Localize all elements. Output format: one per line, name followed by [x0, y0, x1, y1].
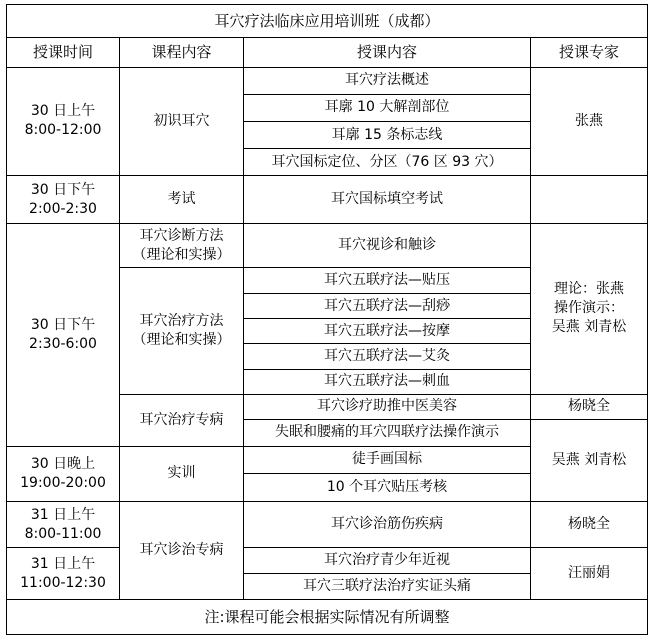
time-range: 11:00-12:30 — [20, 574, 106, 591]
topic-cell: 耳穴五联疗法—刺血 — [244, 369, 531, 394]
topic-cell: 耳穴三联疗法治疗实证头痛 — [244, 574, 531, 600]
topic-cell: 耳穴五联疗法—贴压 — [244, 268, 531, 294]
course-cell: 实训 — [120, 446, 244, 501]
topic-cell: 耳穴五联疗法—艾灸 — [244, 344, 531, 369]
topic-cell: 耳穴诊治筋伤疾病 — [244, 502, 531, 548]
topic-cell: 10 个耳穴贴压考核 — [244, 473, 531, 501]
time-cell — [7, 224, 120, 446]
header-row — [7, 38, 648, 67]
time-range: 8:00-11:00 — [24, 525, 102, 542]
expert-cell: 杨晓全 — [531, 502, 648, 548]
expert-line: 理论：张燕 — [554, 281, 624, 298]
schedule-table — [6, 4, 648, 635]
table-row — [7, 224, 648, 268]
expert-cell: 汪丽娟 — [531, 548, 648, 600]
expert-cell: 张燕 — [531, 67, 648, 176]
time-day: 30 日上午 — [30, 103, 96, 120]
course-cell: 耳穴诊治专病 — [120, 502, 244, 600]
expert-cell: 吴燕 刘青松 — [531, 419, 648, 502]
time-day: 31 日上午 — [30, 506, 96, 523]
header-topic: 授课内容 — [244, 38, 531, 67]
time-range: 19:00-20:00 — [20, 474, 106, 491]
header-course: 课程内容 — [120, 38, 244, 67]
course-name: 耳穴治疗方法 — [139, 312, 224, 329]
time-range: 2:30-6:00 — [29, 336, 97, 353]
topic-cell: 耳穴国标填空考试 — [244, 176, 531, 224]
course-cell — [120, 224, 244, 268]
time-day: 30 日下午 — [30, 181, 96, 198]
topic-cell: 失眠和腰痛的耳穴四联疗法操作演示 — [244, 419, 531, 446]
expert-line: 操作演示： — [554, 300, 624, 317]
expert-cell: 杨晓全 — [531, 394, 648, 419]
time-day: 30 日晚上 — [30, 455, 96, 472]
course-cell: 初识耳穴 — [120, 67, 244, 176]
topic-cell: 耳穴视诊和触诊 — [244, 224, 531, 268]
table-title: 耳穴疗法临床应用培训班（成都） — [7, 5, 648, 38]
course-note: （理论和实操） — [132, 331, 231, 348]
table-row — [7, 176, 648, 224]
note-row — [7, 600, 648, 635]
expert-cell-empty — [531, 176, 648, 224]
table-row — [7, 548, 648, 574]
footnote: 注:课程可能会根据实际情况有所调整 — [7, 600, 648, 635]
topic-cell: 耳廓 10 大解剖部位 — [244, 94, 531, 121]
time-range: 2:00-2:30 — [29, 200, 97, 217]
time-cell — [7, 548, 120, 600]
course-cell: 耳穴治疗专病 — [120, 394, 244, 446]
time-cell — [7, 176, 120, 224]
topic-cell: 徒手画国标 — [244, 446, 531, 473]
course-cell — [120, 268, 244, 394]
topic-cell: 耳穴国标定位、分区（76 区 93 穴） — [244, 149, 531, 176]
time-day: 30 日下午 — [30, 317, 96, 334]
course-name: 耳穴诊断方法 — [139, 227, 224, 244]
expert-line: 吴燕 刘青松 — [551, 319, 627, 336]
table-row — [7, 502, 648, 548]
time-day: 31 日上午 — [30, 555, 96, 572]
time-cell — [7, 446, 120, 501]
course-cell: 考试 — [120, 176, 244, 224]
topic-cell: 耳穴五联疗法—刮痧 — [244, 294, 531, 319]
table-row — [7, 67, 648, 94]
topic-cell: 耳廓 15 条标志线 — [244, 121, 531, 148]
time-range: 8:00-12:00 — [24, 122, 102, 139]
title-row — [7, 5, 648, 38]
topic-cell: 耳穴疗法概述 — [244, 67, 531, 94]
header-time: 授课时间 — [7, 38, 120, 67]
header-expert: 授课专家 — [531, 38, 648, 67]
course-note: （理论和实操） — [132, 246, 231, 263]
topic-cell: 耳穴五联疗法—按摩 — [244, 319, 531, 344]
topic-cell: 耳穴治疗青少年近视 — [244, 548, 531, 574]
topic-cell: 耳穴诊疗助推中医美容 — [244, 394, 531, 419]
time-cell — [7, 502, 120, 548]
expert-cell — [531, 224, 648, 394]
time-cell — [7, 67, 120, 176]
